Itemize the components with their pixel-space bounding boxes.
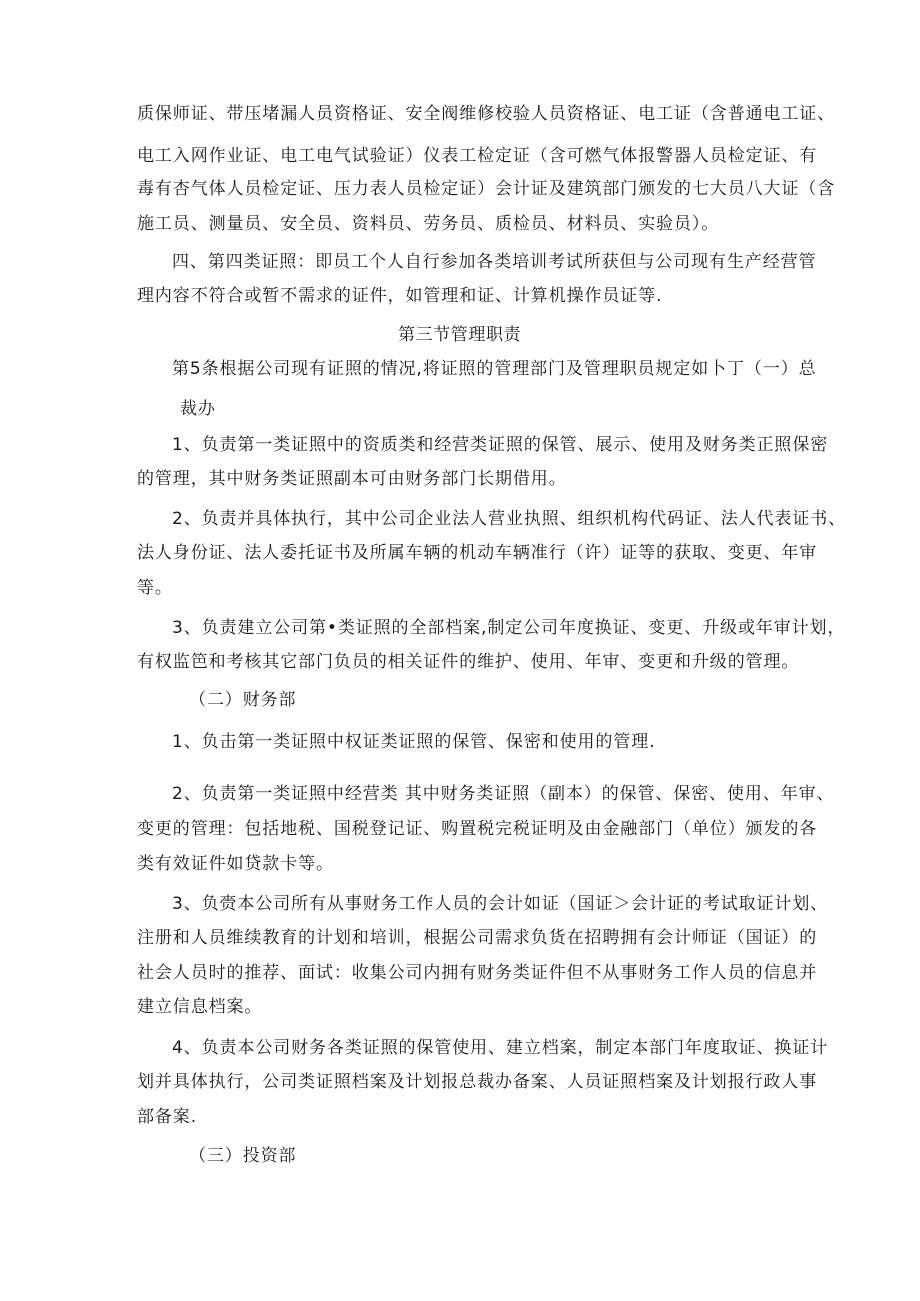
list-item-line: 社会人员时的推荐、面试：收集公司内拥有财务类证件但不从事财务工作人员的信息并 [137, 963, 818, 983]
list-item-line: 类有效证件如贷款卡等。 [137, 854, 334, 874]
subsection-heading: 裁办 [180, 399, 216, 419]
section-title: 第三节管理职责 [398, 325, 522, 345]
list-item-line: 4、负责本公司财务各类证照的保管使用、建立档案，制定本部门年度取证、换证计 [172, 1038, 829, 1058]
list-item-line: 的管理，其中财务类证照副本可由财务部门长期借用。 [137, 469, 567, 489]
list-item-line: 3、负责建立公司第•类证照的全部档案,制定公司年度换证、变更、升级或年审计划， [172, 618, 846, 638]
list-item-line: 1、负责第一类证照中的资质类和经营类证照的保管、展示、使用及财务类正照保密 [172, 435, 829, 455]
list-item-line: 有权监笆和考核其它部门负员的相关证件的维护、使用、年审、变更和升级的管理。 [137, 652, 800, 672]
paragraph-line: 理内容不符合或暂不需求的证件，如管理和证、计算机操作员证等. [137, 286, 663, 306]
list-item-line: 建立信息档案。 [137, 997, 263, 1017]
list-item-line: 1、负击第一类证照中权证类证照的保管、保密和使用的管理. [172, 732, 656, 752]
paragraph-line: 毒有杏气体人员检定证、压力表人员检定证）会计证及建筑部门颁发的七大员八大证（含 [137, 179, 836, 199]
subsection-heading: （二）财务部 [189, 690, 297, 710]
list-item-line: 等。 [137, 578, 173, 598]
list-item-line: 法人身份证、法人委托证书及所属车辆的机动车辆准行（许）证等的获取、变更、年审 [137, 543, 818, 563]
list-item-line: 2、负责并具体执行，其中公司企业法人营业执照、组织机构代码证、法人代表证书、 [172, 509, 847, 529]
paragraph-line: 质保师证、带压堵漏人员资格证、安全阀维修校验人员资格证、电工证（含普通电工证、 [137, 104, 836, 124]
subsection-heading: （三）投资部 [189, 1146, 297, 1166]
paragraph-line: 电工入网作业证、电工电气试验证）仪表工检定证（含可燃气体报警器人员检定证、有 [137, 146, 818, 166]
list-item-line: 3、负赍本公司所有从事财务工作人员的会计如证（国证＞会计证的考试取证计划、 [172, 894, 829, 914]
list-item-line: 划并具体执行，公司类证照档案及计划报总裁办备案、人员证照档案及计划报行政人事 [137, 1072, 818, 1092]
list-item-line: 2、负责第一类证照中经营类 其中财务类证照（副本）的保管、保密、使用、年审、 [172, 784, 835, 804]
list-item-line: 变更的管理：包括地税、国税登记证、购置税完税证明及由金融部门（单位）颁发的各 [137, 819, 818, 839]
paragraph-line: 四、第四类证照：即员工个人自行参加各类培训考试所获但与公司现有生产经营管 [172, 252, 817, 272]
list-item-line: 部备案. [137, 1107, 198, 1127]
paragraph-line: 施工员、测量员、安全员、资料员、劳务员、质检员、材料员、实验员）。 [137, 214, 720, 234]
paragraph-line: 第5条根据公司现有证照的情况,将证照的管理部门及管理职员规定如卜丁（一）总 [172, 359, 817, 379]
list-item-line: 注册和人员维续教育的计划和培训，根据公司需求负货在招聘拥有会计师证（国证）的 [137, 928, 818, 948]
